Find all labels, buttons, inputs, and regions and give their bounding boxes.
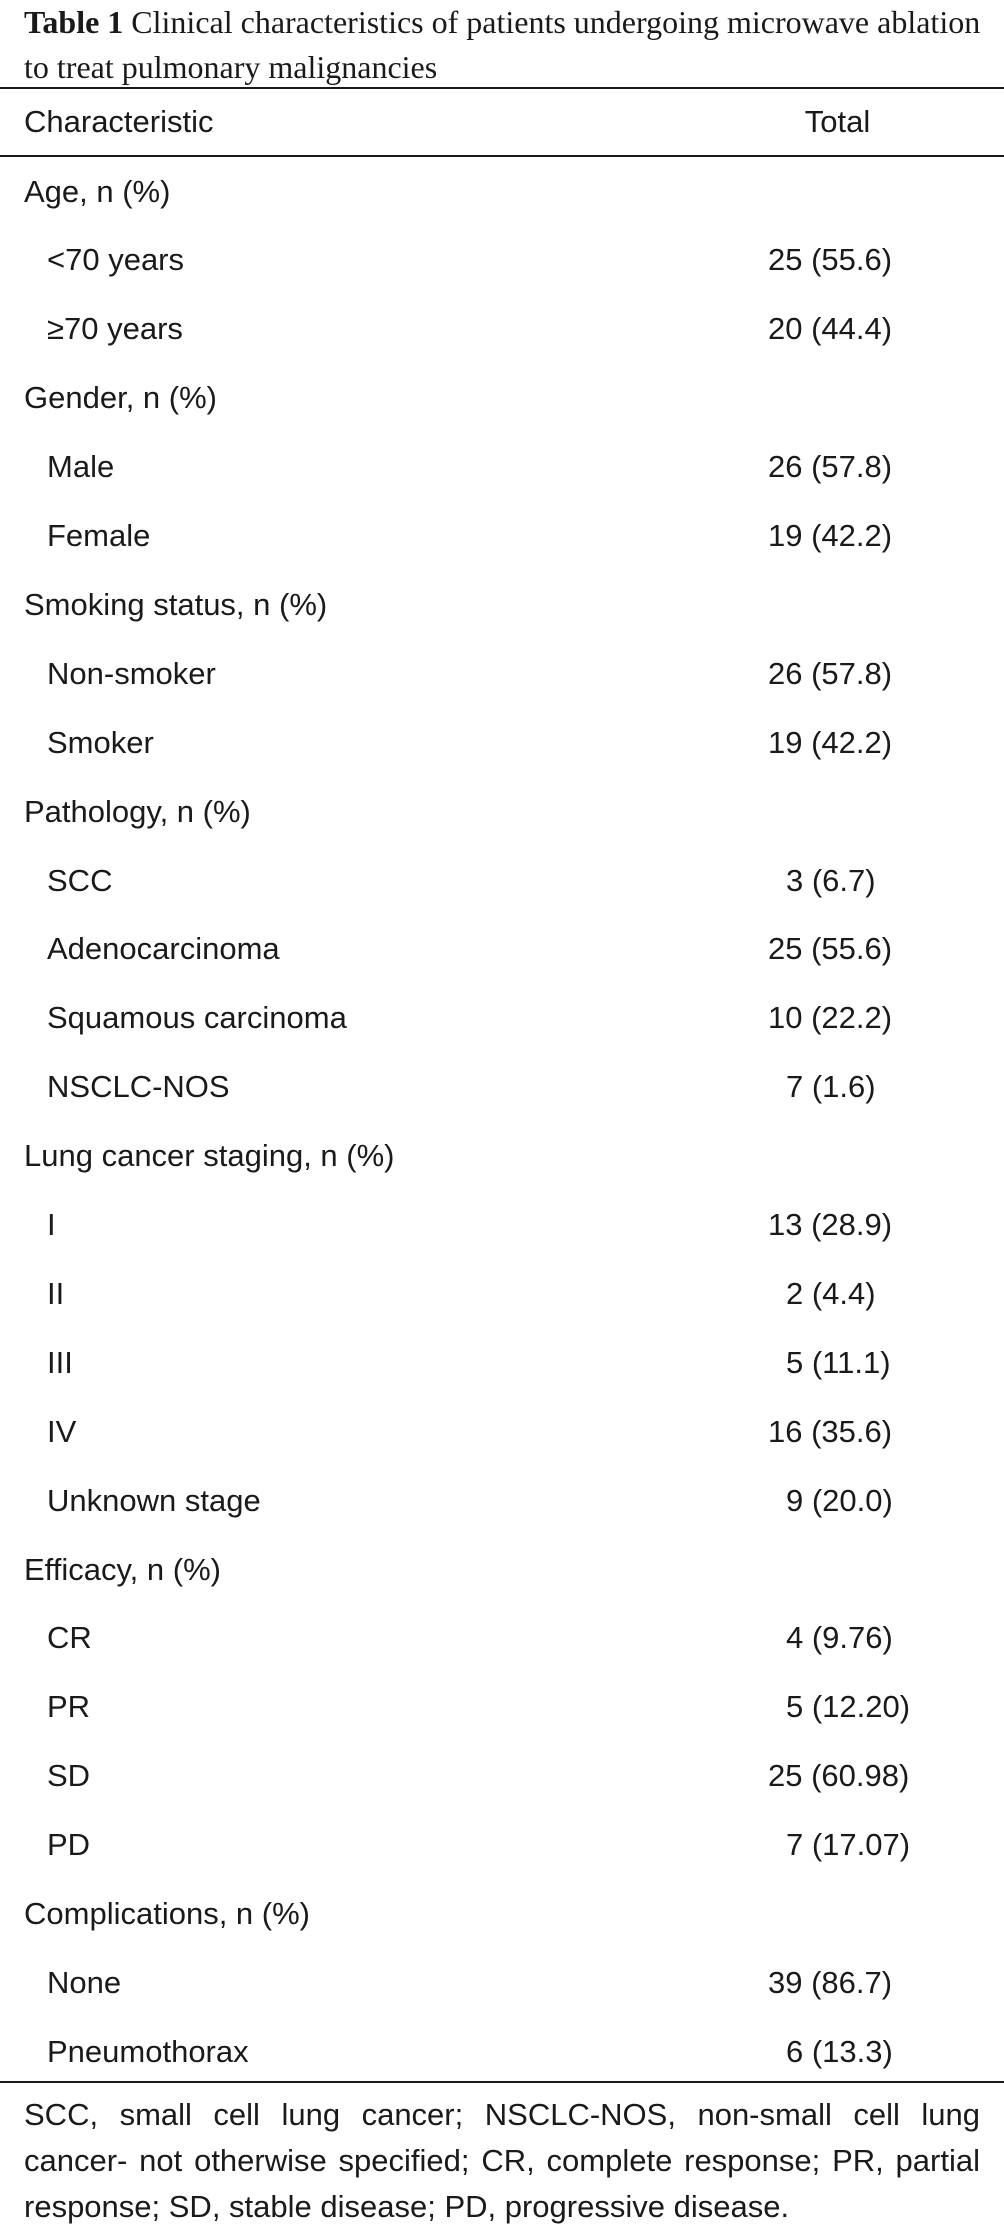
row-label: NSCLC-NOS [47, 1069, 230, 1105]
table-group-row [0, 364, 1004, 433]
table-row [0, 1466, 1004, 1535]
table-group-row [0, 570, 1004, 639]
group-label: Efficacy, n (%) [24, 1551, 221, 1587]
table-row [0, 639, 1004, 708]
group-label: Gender, n (%) [24, 380, 217, 416]
row-value: 5 (12.20) [786, 1689, 911, 1725]
table-row [0, 433, 1004, 502]
header-characteristic: Characteristic [24, 103, 214, 139]
table-row [0, 226, 1004, 295]
row-value: 16 (35.6) [768, 1413, 893, 1449]
group-label: Pathology, n (%) [24, 793, 251, 829]
table-row [0, 984, 1004, 1053]
row-label: Pneumothorax [47, 2033, 249, 2069]
table-row [0, 915, 1004, 984]
table-row [0, 1811, 1004, 1880]
row-label: None [47, 1964, 122, 2000]
row-label: <70 years [47, 242, 185, 278]
row-value: 9 (20.0) [786, 1482, 893, 1518]
row-value: 3 (6.7) [786, 862, 876, 898]
row-value: 2 (4.4) [786, 1275, 876, 1311]
table-row [0, 1053, 1004, 1122]
row-label: I [47, 1207, 56, 1242]
group-label: Smoking status, n (%) [24, 586, 328, 622]
table-row [0, 846, 1004, 915]
row-label: ≥70 years [47, 311, 183, 347]
row-label: CR [47, 1620, 92, 1656]
row-value: 7 (1.6) [786, 1069, 876, 1105]
table-group-row [0, 1880, 1004, 1949]
table-row [0, 1673, 1004, 1742]
row-value: 7 (17.07) [786, 1827, 911, 1863]
table-row [0, 1742, 1004, 1811]
row-label: Non-smoker [47, 655, 216, 691]
row-value: 4 (9.76) [786, 1620, 893, 1656]
row-value: 6 (13.3) [786, 2033, 893, 2069]
table-row [0, 1259, 1004, 1328]
row-value: 26 (57.8) [768, 449, 893, 485]
table-caption [24, 0, 984, 90]
table-group-row [0, 777, 1004, 846]
row-label: Squamous carcinoma [47, 1000, 347, 1036]
table-row [0, 1328, 1004, 1397]
row-label: Adenocarcinoma [47, 931, 280, 967]
table-title: Clinical characteristics of patients undergoing microwave ablation to treat pulmonary malignancies [24, 4, 981, 85]
table-group-row [0, 1535, 1004, 1604]
table-row [0, 1397, 1004, 1466]
row-value: 19 (42.2) [768, 518, 893, 553]
group-label: Lung cancer staging, n (%) [24, 1138, 395, 1174]
row-label: SD [47, 1758, 91, 1794]
group-label: Age, n (%) [24, 173, 171, 209]
table-row [0, 502, 1004, 571]
row-label: IV [47, 1413, 77, 1449]
group-label: Complications, n (%) [24, 1896, 310, 1931]
row-label: Female [47, 518, 151, 553]
header-total: Total [804, 103, 871, 139]
row-label: II [47, 1275, 65, 1311]
row-value: 25 (55.6) [768, 242, 893, 278]
row-value: 39 (86.7) [768, 1964, 893, 2000]
row-label: III [47, 1344, 73, 1380]
table-row [0, 1191, 1004, 1260]
row-value: 10 (22.2) [768, 1000, 893, 1036]
table-row [0, 295, 1004, 364]
row-value: 19 (42.2) [768, 724, 893, 760]
row-value: 5 (11.1) [786, 1344, 891, 1380]
row-value: 13 (28.9) [768, 1207, 893, 1242]
table-row [0, 2017, 1004, 2086]
table-header [0, 88, 1004, 155]
row-value: 26 (57.8) [768, 655, 893, 691]
row-label: PD [47, 1827, 91, 1863]
row-label: Smoker [47, 724, 154, 760]
table-row [0, 1604, 1004, 1673]
row-value: 25 (60.98) [768, 1758, 910, 1794]
table-group-row [0, 1122, 1004, 1191]
table-row [0, 708, 1004, 777]
row-value: 20 (44.4) [768, 311, 893, 347]
bottom-rule [0, 2081, 1004, 2083]
table-row [0, 1948, 1004, 2017]
table-group-row [0, 157, 1004, 226]
table-label: Table 1 [24, 4, 124, 40]
table-footnote: SCC, small cell lung cancer; NSCLC-NOS, non-small cell lung cancer- not otherwise specified; CR, complete response; PR, partial response; SD, stable disease; PD, progressive disease. [24, 2097, 980, 2224]
row-label: PR [47, 1689, 91, 1725]
row-label: SCC [47, 862, 113, 898]
row-label: Male [47, 449, 115, 485]
row-value: 25 (55.6) [768, 931, 893, 967]
row-label: Unknown stage [47, 1482, 261, 1518]
